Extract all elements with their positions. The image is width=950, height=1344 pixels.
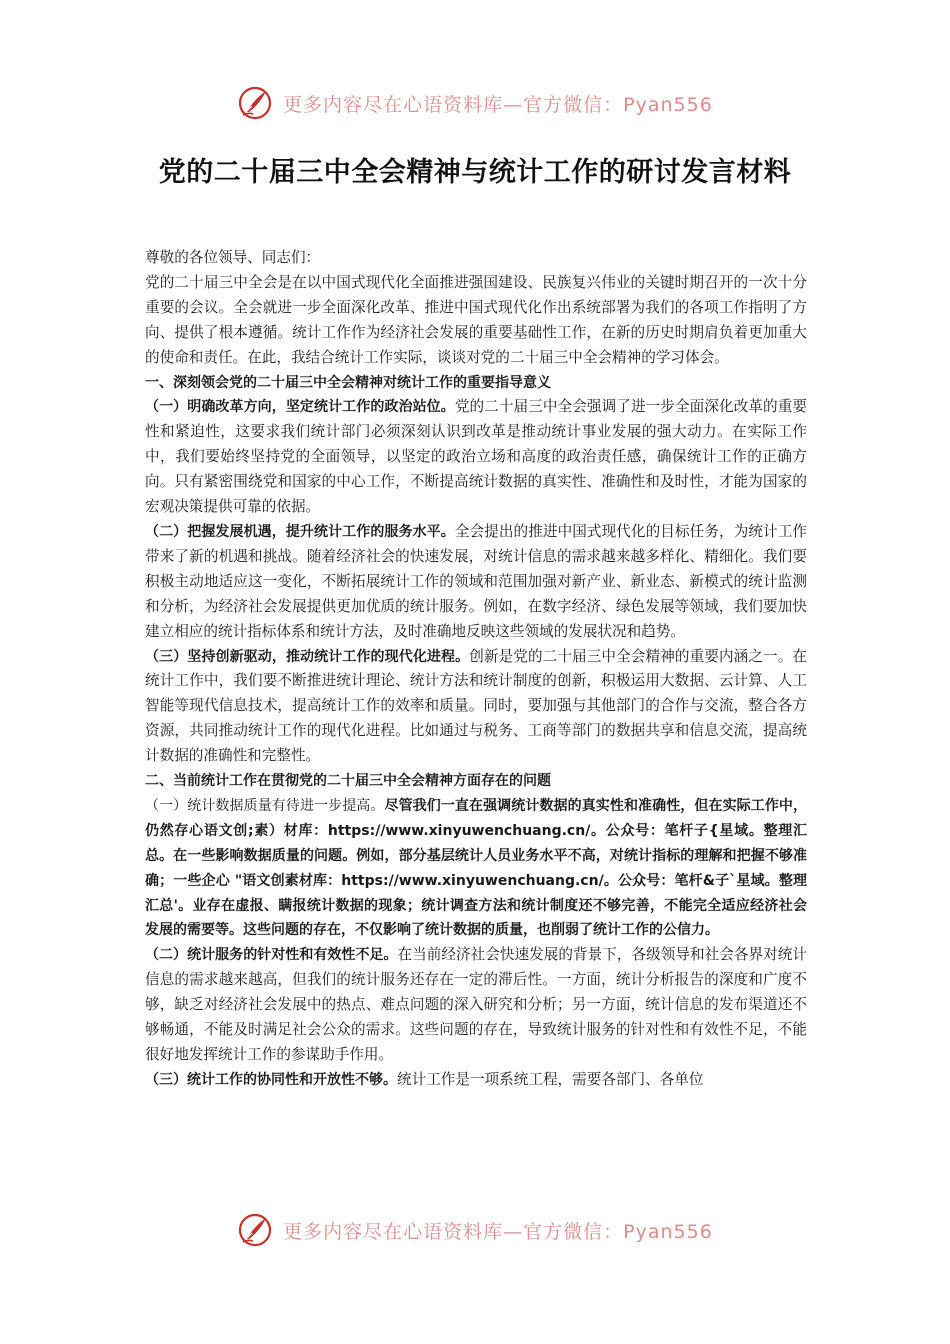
paragraph-text: 全会提出的推进中国式现代化的目标任务，为统计工作带来了新的机遇和挑战。随着经济社会的快速发展，对统计信息的需求越来越多样化、精细化。我们要积极主动地适应这一变化，不断拓展统计工作的领域和范围加强对新产业、新业态、新模式的统计监测和分析，为经济社会发展提供更加优质的统计服务。例如，在数字经济、绿色发展等领域，我们要加快建立相应的统计指标体系和统计方法，及时准确地反映这些领域的发展状况和趋势。 (145, 522, 807, 640)
watermark-text: 更多内容尽在心语资料库—官方微信：Pyan556 (283, 93, 713, 116)
section2-paragraph-2 (145, 943, 807, 1068)
quill-pen-logo-icon (237, 85, 273, 121)
watermark-text: 更多内容尽在心语资料库—官方微信：Pyan556 (283, 1220, 713, 1243)
paragraph-text: 在当前经济社会快速发展的背景下，各级领导和社会各界对统计信息的需求越来越高，但我们的统计服务还存在一定的滞后性。一方面，统计分析报告的深度和广度不够，缺乏对经济社会发展中的热点、难点问题的深入研究和分析；另一方面，统计信息的发布渠道还不够畅通，不能及时满足社会公众的需求。这些问题的存在，导致统计服务的针对性和有效性不足，不能很好地发挥统计工作的参谋助手作用。 (145, 946, 807, 1063)
section2-paragraph-3 (145, 1068, 807, 1093)
paragraph-lead: （一）明确改革方向，坚定统计工作的政治站位。 (145, 399, 455, 416)
watermark-handle: Pyan556 (623, 1220, 713, 1243)
paragraph-text: 统计工作是一项系统工程，需要各部门、各单位 (397, 1070, 704, 1088)
section1-paragraph-3 (145, 645, 807, 770)
intro-paragraph: 党的二十届三中全会是在以中国式现代化全面推进强国建设、民族复兴伟业的关键时期召开的一次十分重要的会议。全会就进一步全面深化改革、推进中国式现代化作出系统部署为我们的各项工作指明了方向、提供了根本遵循。统计工作作为经济社会发展的重要基础性工作，在新的历史时期肩负着更加重大的使命和责任。在此，我结合统计工作实际，谈谈对党的二十届三中全会精神的学习体会。 (145, 273, 807, 366)
paragraph-text: 尽管我们一直在强调统计数据的真实性和准确性，但在实际工作中，仍然存心语文创;素）材库：https://www.xinyuwenchuang.cn/。公众号：笔杆子{星域。整理汇总。在一些影响数据质量的问题。例如，部分基层统计人员业务水平不高，对统计指标的理解和把握不够准确；一些企心 "语文创素材库：https://www.xinyuwenchuang.cn/。公众号：笔杆&子`星域。整理汇总'。业存在虚报、瞒报统计数据的现象；统计调查方法和统计制度还不够完善，不能完全适应经济社会发展的需要等。这些问题的存在，不仅影响了统计数据的质量，也削弱了统计工作的公信力。 (145, 797, 808, 939)
salutation: 尊敬的各位领导、同志们： (145, 249, 321, 266)
paragraph-lead: （三）坚持创新驱动，推动统计工作的现代化进程。 (145, 648, 470, 665)
section-heading-1: 一、深刻领会党的二十届三中全会精神对统计工作的重要指导意义 (145, 374, 551, 391)
watermark-banner-bottom (0, 1208, 950, 1252)
document-title: 党的二十届三中全会精神与统计工作的研讨发言材料 (158, 157, 792, 188)
document-body (145, 246, 807, 1093)
section1-paragraph-1 (145, 395, 807, 520)
quill-pen-logo-icon (237, 1212, 273, 1248)
paragraph-text: 党的二十届三中全会强调了进一步全面深化改革的重要性和紧迫性，这要求我们统计部门必须深刻认识到改革是推动统计事业发展的强大动力。在实际工作中，我们要始终坚持党的全面领导，以坚定的政治立场和高度的政治责任感，确保统计工作的正确方向。只有紧密围绕党和国家的中心工作，不断提高统计数据的真实性、准确性和及时性，才能为国家的宏观决策提供可靠的依据。 (145, 398, 807, 516)
paragraph-lead: （二）统计服务的针对性和有效性不足。 (145, 947, 398, 964)
paragraph-lead: （三）统计工作的协同性和开放性不够。 (145, 1071, 397, 1088)
section-heading-2: 二、当前统计工作在贯彻党的二十届三中全会精神方面存在的问题 (145, 773, 551, 790)
section1-paragraph-2 (145, 520, 807, 645)
paragraph-lead: （二）把握发展机遇，提升统计工作的服务水平。 (145, 523, 455, 540)
paragraph-text: 创新是党的二十届三中全会精神的重要内涵之一。在统计工作中，我们要不断推进统计理论、统计方法和统计制度的创新，积极运用大数据、云计算、人工智能等现代信息技术，提高统计工作的效率和质量。同时，要加强与其他部门的合作与交流，整合各方资源，共同推动统计工作的现代化进程。比如通过与税务、工商等部门的数据共享和信息交流，提高统计数据的准确性和完整性。 (145, 647, 807, 765)
section2-paragraph-1 (145, 794, 807, 943)
watermark-handle: Pyan556 (623, 93, 713, 116)
watermark-banner-top (0, 81, 950, 125)
paragraph-lead: （一）统计数据质量有待进一步提高。 (145, 797, 385, 814)
